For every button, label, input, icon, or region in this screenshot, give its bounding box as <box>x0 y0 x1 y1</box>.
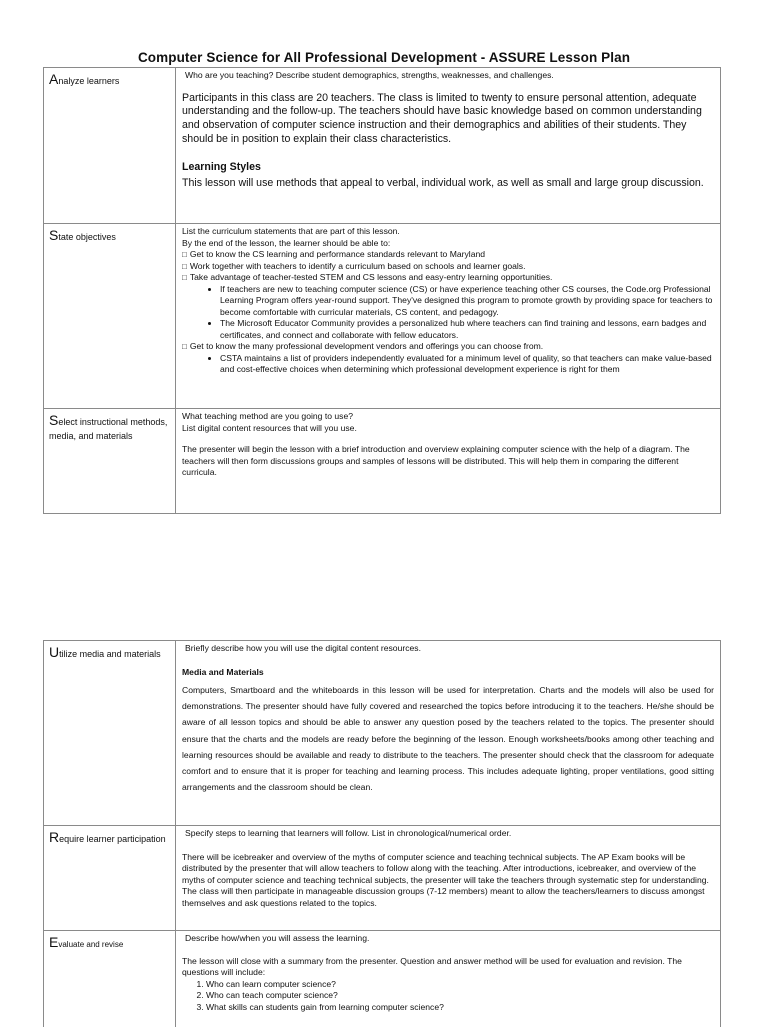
require-prompt: Specify steps to learning that learners will follow. List in chronological/numerical order. <box>182 828 714 840</box>
question-item: 3. What skills can students gain from learning computer science? <box>206 1002 714 1014</box>
analyze-body: Participants in this class are 20 teachers. The class is limited to twenty to ensure personal attention, adequate understanding and the follow-up. The teachers should have basic knowledge based on common understanding and observation of computer science instruction and their demographics and abilities of their students. They should be in position to explain their class characteristics. <box>182 92 714 147</box>
require-content <box>176 826 721 931</box>
objective-item: □ Take advantage of teacher-tested STEM and CS lessons and easy-entry learning opportunities. <box>182 272 714 284</box>
utilize-cap: U <box>49 644 59 660</box>
analyze-row <box>44 68 721 224</box>
evaluate-body: The lesson will close with a summary from the presenter. Question and answer method will be used for evaluation and revision. The questions will include: <box>182 956 714 979</box>
analyze-prompt: Who are you teaching? Describe student demographics, strengths, weaknesses, and challenges. <box>182 70 714 82</box>
objective-item: □ Get to know the many professional development vendors and offerings you can choose from. <box>182 341 714 353</box>
require-cap: R <box>49 829 59 845</box>
learning-styles-heading: Learning Styles <box>182 161 714 175</box>
evaluate-row <box>44 931 721 1027</box>
evaluate-cap: E <box>49 934 58 950</box>
bullet-item: • If teachers are new to teaching computer science (CS) or have experience teaching other CS courses, the Code.org Professional Learning Program offers year-round support. They've designed this program to promote growth by providing space for teachers to become comfortable with curricular materials, CS content, and pedagogy. <box>220 284 714 319</box>
state-label <box>44 224 176 409</box>
state-content <box>176 224 721 409</box>
select-prompt-2: List digital content resources that will you use. <box>182 423 714 435</box>
require-label <box>44 826 176 931</box>
evaluate-label <box>44 931 176 1027</box>
bullet-item: • CSTA maintains a list of providers independently evaluated for a minimum level of quality, so that teachers can make value-based and cost-effective choices when determining which professional development experience is right for them <box>220 353 714 376</box>
evaluate-prompt: Describe how/when you will assess the learning. <box>182 933 714 945</box>
objective-3-bullets <box>182 284 714 342</box>
document-title: Computer Science for All Professional Development - ASSURE Lesson Plan <box>0 50 768 65</box>
evaluate-content <box>176 931 721 1027</box>
media-materials-heading: Media and Materials <box>182 667 714 679</box>
assure-table-part1 <box>43 67 721 514</box>
select-label-text: elect instructional methods, media, and materials <box>49 417 167 441</box>
select-cap: S <box>49 412 58 428</box>
analyze-label-text: nalyze learners <box>58 76 119 86</box>
state-label-text: tate objectives <box>58 232 116 242</box>
objective-item: □ Get to know the CS learning and performance standards relevant to Maryland <box>182 249 714 261</box>
require-row <box>44 826 721 931</box>
objective-4-bullets <box>182 353 714 376</box>
state-row <box>44 224 721 409</box>
evaluate-label-text: valuate and revise <box>58 940 123 949</box>
select-content <box>176 409 721 514</box>
utilize-label-text: tilize media and materials <box>59 649 161 659</box>
question-item: 2. Who can teach computer science? <box>206 990 714 1002</box>
select-body: The presenter will begin the lesson with a brief introduction and overview explaining computer science with the help of a diagram. The teachers will then form discussions groups and samples of lessons will be distributed. This will help them in comparing the different curricula. <box>182 444 714 479</box>
select-row <box>44 409 721 514</box>
state-prompt-2: By the end of the lesson, the learner should be able to: <box>182 238 714 250</box>
utilize-content <box>176 641 721 826</box>
require-body: There will be icebreaker and overview of the myths of computer science and teaching technical subjects. The AP Exam books will be distributed by the presenter that will allow teachers to follow along with the teaching. After introductions, icebreaker, and overview of the myths of computer science and teaching technical subjects, the presenter will take the teachers through systematic step for understanding. The class will then participate in manageable discussion groups (7-12 members) meant to allow the teachers/learners to discuss amongst themselves and ask questions related to the topics. <box>182 852 714 910</box>
question-item: 1. Who can learn computer science? <box>206 979 714 991</box>
select-prompt-1: What teaching method are you going to use? <box>182 411 714 423</box>
analyze-cap: A <box>49 71 58 87</box>
objective-item: □ Work together with teachers to identify a curriculum based on schools and learner goals. <box>182 261 714 273</box>
select-label <box>44 409 176 514</box>
evaluation-questions <box>182 979 714 1014</box>
analyze-content <box>176 68 721 224</box>
state-prompt-1: List the curriculum statements that are part of this lesson. <box>182 226 714 238</box>
utilize-prompt: Briefly describe how you will use the digital content resources. <box>182 643 714 655</box>
utilize-label <box>44 641 176 826</box>
bullet-item: • The Microsoft Educator Community provides a personalized hub where teachers can find training and lessons, earn badges and certificates, and connect and collaborate with fellow educators. <box>220 318 714 341</box>
analyze-label <box>44 68 176 224</box>
learning-styles-body: This lesson will use methods that appeal to verbal, individual work, as well as small and large group discussion. <box>182 177 714 191</box>
require-label-text: equire learner participation <box>59 834 166 844</box>
utilize-row <box>44 641 721 826</box>
state-cap: S <box>49 227 58 243</box>
assure-table-part2 <box>43 640 721 1027</box>
utilize-body: Computers, Smartboard and the whiteboards in this lesson will be used for interpretation. Charts and the models will also be used for demonstrations. The presenter should have fully covered and researched the topics before introducing it to the teachers. He/she should be aware of all lesson topics and should be able to answer any question posed by the teachers related to the topics. The presenter should ensure that the charts and the models are ready before the beginning of the lesson. Enough worksheets/books among other teaching and learning resources should be available and ready to distribute to the teachers. The presenter should check that the classroom for adequate comfort and to ensure that it is proper for teaching and learning process. This includes adequate lighting, proper ventilations, good sitting arrangements and the classroom should be clean. <box>182 682 714 795</box>
